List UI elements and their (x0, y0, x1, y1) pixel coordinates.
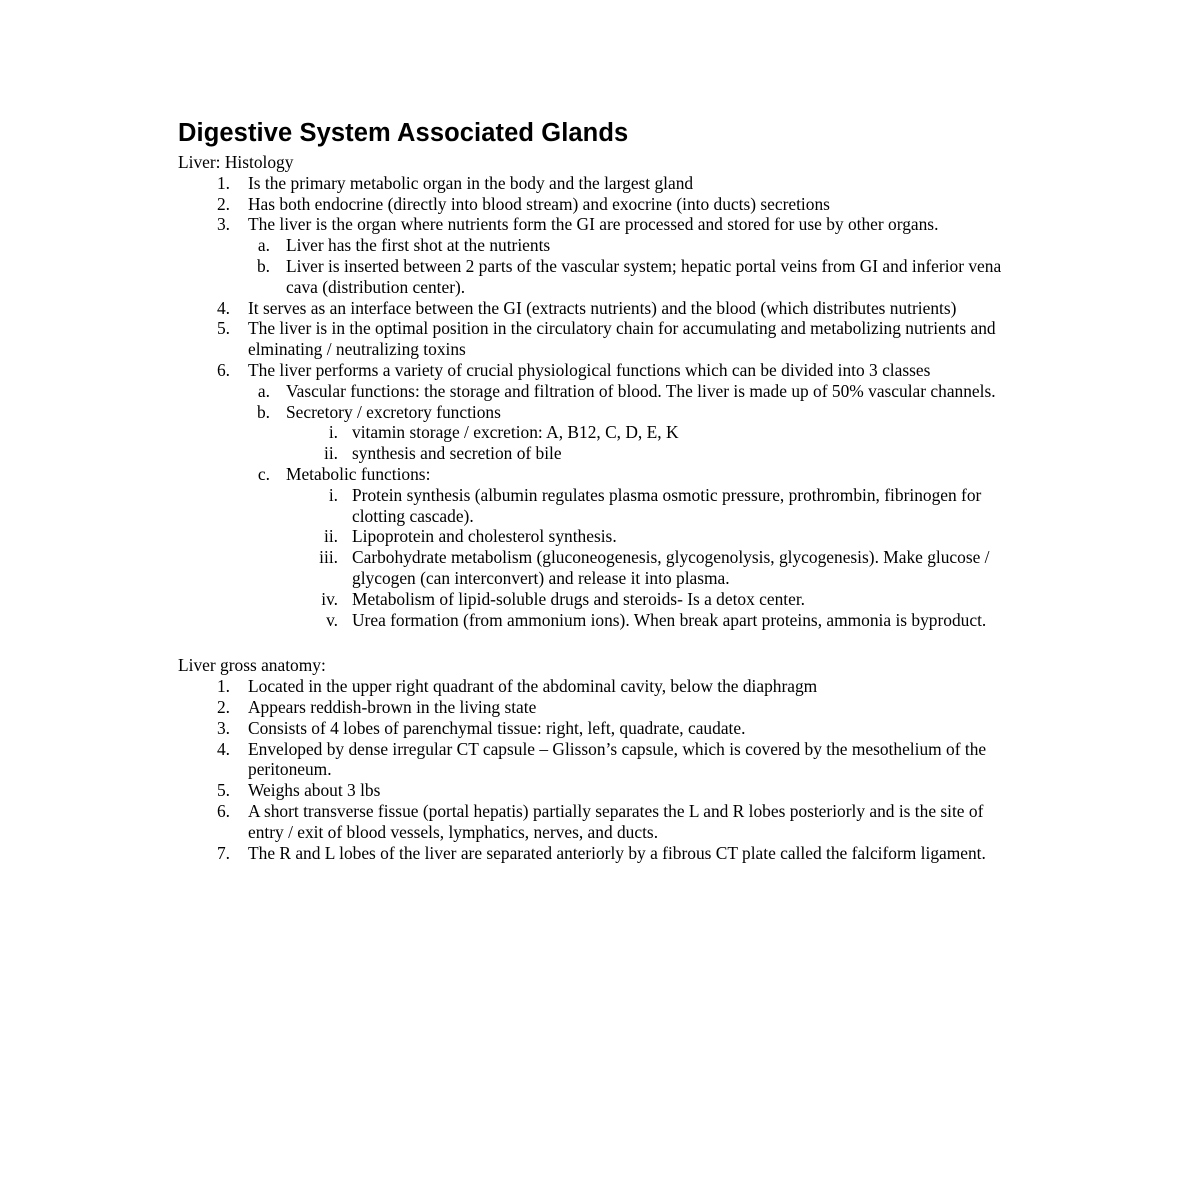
list-item (178, 780, 1020, 801)
list-item (178, 173, 1020, 194)
list-item-marker: ii. (323, 443, 338, 464)
list-item-text: Has both endocrine (directly into blood stream) and exocrine (into ducts) secretions (248, 193, 830, 214)
list-item-text: It serves as an interface between the GI (extracts nutrients) and the blood (which distributes nutrients) (248, 297, 957, 318)
list-item-text: The liver is in the optimal position in the circulatory chain for accumulating and metabolizing nutrients and elminating / neutralizing toxins (248, 318, 996, 360)
list-item-row (214, 402, 1020, 423)
list-item (214, 235, 1020, 256)
list-item-marker: 5. (216, 780, 230, 801)
list-item-marker: 4. (216, 738, 230, 759)
list-item-text: Urea formation (from ammonium ions). When break apart proteins, ammonia is byproduct. (352, 609, 987, 630)
list-item-text: Liver has the first shot at the nutrients (286, 235, 551, 256)
list-item-text: Carbohydrate metabolism (gluconeogenesis, glycogenolysis, glycogenesis). Make glucose / glycogen (can interconvert) and release it into plasma. (352, 547, 990, 588)
list-item-marker: 6. (216, 359, 230, 380)
section-heading: Liver gross anatomy: (178, 655, 326, 676)
list-item-text: Located in the upper right quadrant of the abdominal cavity, below the diaphragm (248, 676, 818, 697)
list-item-marker: 3. (216, 717, 230, 738)
document-body (178, 152, 1020, 863)
list-item (214, 381, 1020, 402)
list-item (286, 443, 1020, 464)
list-item (178, 318, 1020, 360)
outline-list-level-2 (214, 235, 1020, 297)
list-item-marker: iv. (321, 588, 338, 609)
outline-list-level-1 (178, 173, 1020, 631)
list-item-row (178, 360, 1020, 381)
list-item-marker: 1. (216, 676, 230, 697)
list-item (214, 256, 1020, 298)
list-item-text: Metabolic functions: (286, 463, 431, 484)
list-item-marker: 2. (216, 193, 230, 214)
outline-list-level-3 (286, 422, 1020, 464)
list-item-text: Consists of 4 lobes of parenchymal tissue: right, left, quadrate, caudate. (248, 717, 746, 738)
list-item-marker: 3. (216, 214, 230, 235)
list-item (214, 402, 1020, 464)
section-spacer (178, 630, 1020, 655)
list-item-marker: c. (257, 463, 270, 484)
list-item-text: Vascular functions: the storage and filtration of blood. The liver is made up of 50% vascular channels. (286, 380, 996, 401)
list-item (286, 589, 1020, 610)
outline-list-level-3 (286, 485, 1020, 631)
list-item-marker: i. (328, 422, 338, 443)
page-title: Digestive System Associated Glands (178, 119, 629, 147)
list-item-marker: b. (256, 255, 270, 276)
list-item-marker: ii. (323, 526, 338, 547)
list-item (178, 843, 1020, 864)
list-item-marker: 4. (216, 297, 230, 318)
list-item (178, 739, 1020, 781)
list-item-marker: a. (257, 235, 270, 256)
list-item (286, 610, 1020, 631)
list-item (178, 194, 1020, 215)
list-item-marker: 6. (216, 800, 230, 821)
list-item-text: vitamin storage / excretion: A, B12, C, D, E, K (352, 422, 679, 443)
list-item-text: The R and L lobes of the liver are separated anteriorly by a fibrous CT plate called the falciform ligament. (248, 842, 986, 863)
list-item-text: Secretory / excretory functions (286, 401, 501, 422)
list-item (286, 547, 1020, 589)
list-item-marker: v. (326, 609, 338, 630)
list-item (286, 526, 1020, 547)
list-item-row (178, 214, 1020, 235)
list-item-marker: i. (328, 484, 338, 505)
list-item-text: The liver is the organ where nutrients form the GI are processed and stored for use by other organs. (248, 214, 939, 235)
list-item (178, 718, 1020, 739)
list-item-text: Weighs about 3 lbs (248, 780, 381, 801)
outline-list-level-1 (178, 676, 1020, 863)
list-item (178, 676, 1020, 697)
list-item (178, 298, 1020, 319)
outline-list-level-2 (214, 381, 1020, 631)
list-item (178, 214, 1020, 297)
list-item-text: Enveloped by dense irregular CT capsule – Glisson’s capsule, which is covered by the mesothelium of the peritoneum. (248, 738, 987, 780)
list-item-text: Lipoprotein and cholesterol synthesis. (352, 526, 617, 547)
list-item (178, 801, 1020, 843)
list-item-text: Liver is inserted between 2 parts of the vascular system; hepatic portal veins from GI and inferior vena cava (distribution center). (286, 255, 1002, 297)
list-item-marker: b. (256, 401, 270, 422)
list-item-text: synthesis and secretion of bile (352, 443, 562, 464)
list-item-marker: 5. (216, 318, 230, 339)
list-item (178, 697, 1020, 718)
list-item-text: Appears reddish-brown in the living state (248, 696, 537, 717)
list-item (214, 464, 1020, 630)
list-item-marker: 1. (216, 172, 230, 193)
list-item-text: Metabolism of lipid-soluble drugs and steroids- Is a detox center. (352, 588, 806, 609)
list-item (286, 485, 1020, 527)
list-item-marker: 2. (216, 696, 230, 717)
list-item-marker: iii. (319, 547, 338, 568)
list-item (286, 422, 1020, 443)
list-item-row (214, 464, 1020, 485)
list-item-marker: 7. (216, 842, 230, 863)
section-heading: Liver: Histology (178, 152, 294, 172)
list-item-text: The liver performs a variety of crucial physiological functions which can be divided into 3 classes (248, 359, 931, 380)
list-item-marker: a. (257, 380, 270, 401)
list-item-text: Protein synthesis (albumin regulates plasma osmotic pressure, prothrombin, fibrinogen for clotting cascade). (352, 484, 982, 526)
list-item (178, 360, 1020, 630)
list-item-text: A short transverse fissue (portal hepatis) partially separates the L and R lobes posteriorly and is the site of entry / exit of blood vessels, lymphatics, nerves, and ducts. (248, 800, 984, 842)
list-item-text: Is the primary metabolic organ in the body and the largest gland (248, 172, 694, 193)
